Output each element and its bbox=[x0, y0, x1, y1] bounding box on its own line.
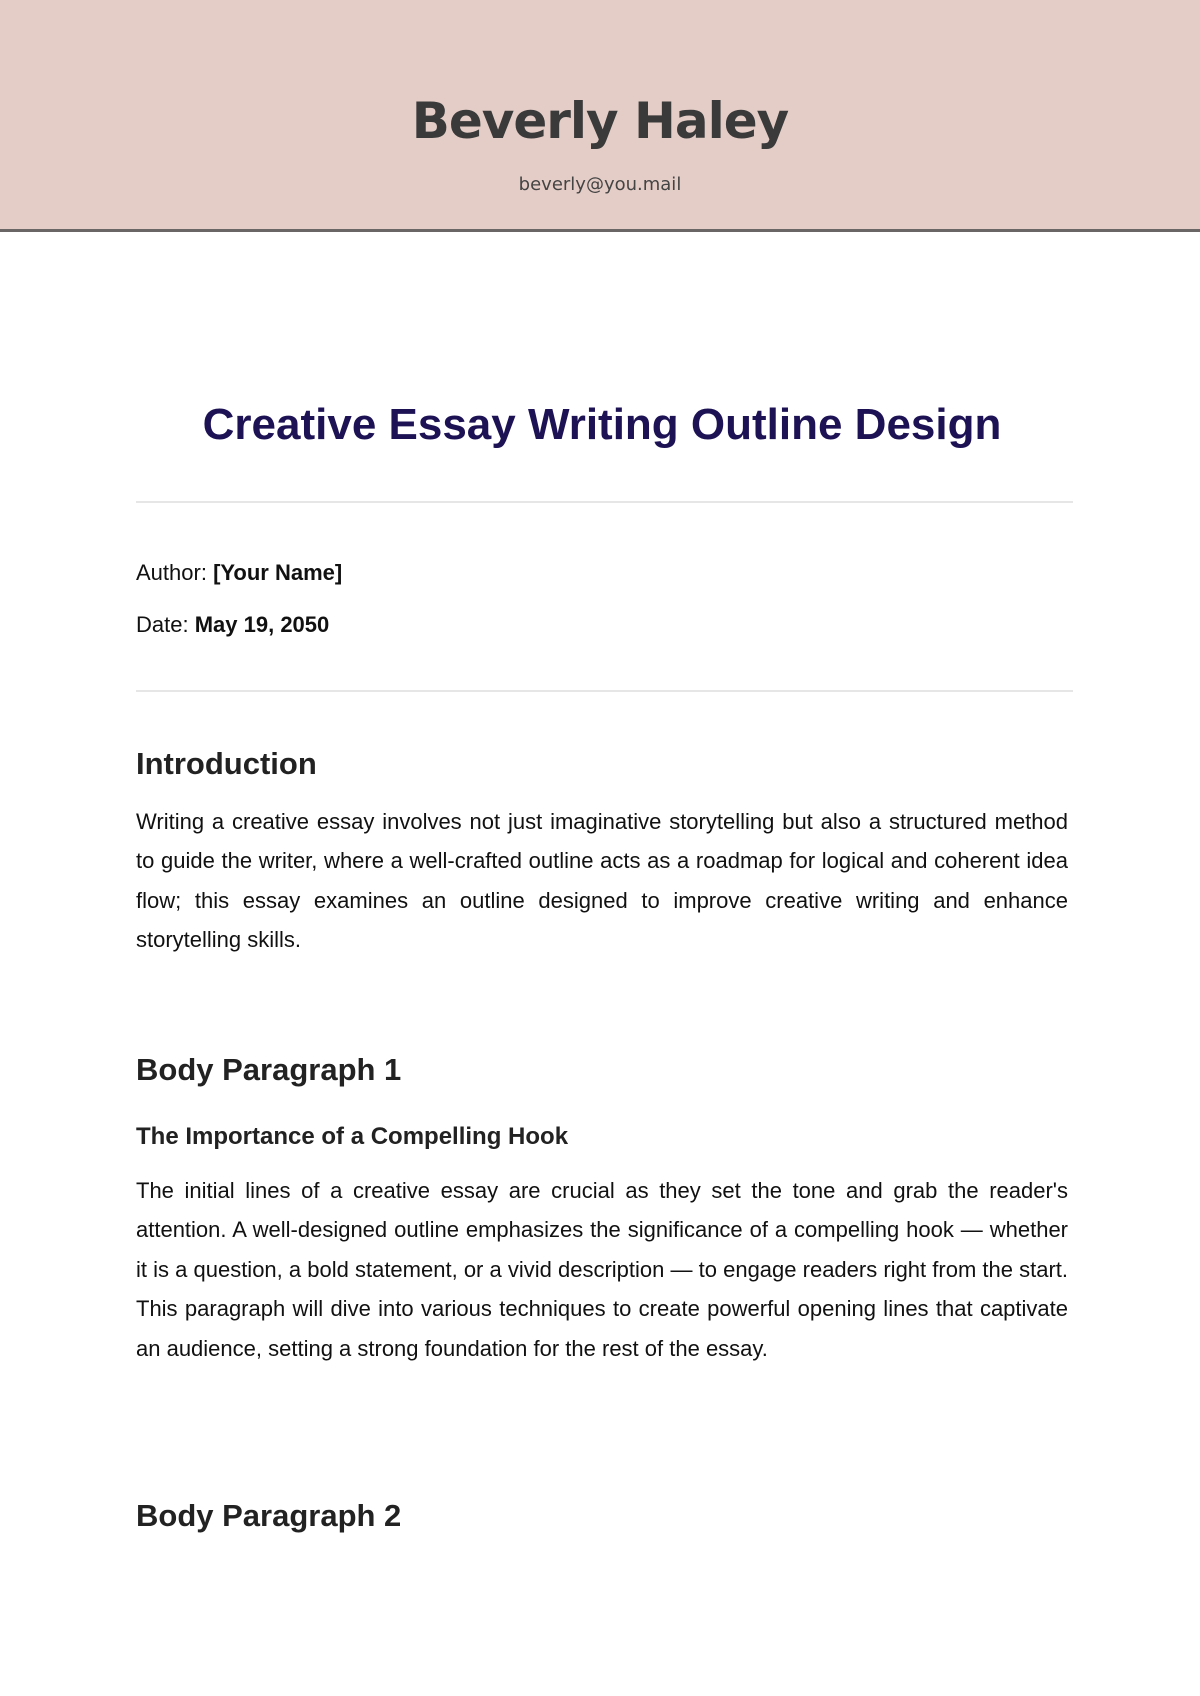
date-value: May 19, 2050 bbox=[194, 612, 330, 637]
author-name: Beverly Haley bbox=[411, 92, 789, 150]
author-label: Author: bbox=[136, 560, 207, 585]
header-banner bbox=[0, 0, 1200, 232]
body-1-paragraph: The initial lines of a creative essay are crucial as they set the tone and grab the reader's attention. A well-designed outline emphasizes the significance of a compelling hook — whether it is a question, a bold statement, or a vivid description — to engage readers right from the start. This paragraph will dive into various techniques to create powerful opening lines that captivate an audience, setting a strong foundation for the rest of the essay. bbox=[136, 1178, 1068, 1361]
date-label: Date: bbox=[136, 612, 189, 637]
date-line bbox=[136, 612, 329, 638]
introduction-paragraph: Writing a creative essay involves not just imaginative storytelling but also a structured method to guide the writer, where a well-crafted outline acts as a roadmap for logical and coherent idea flow; this essay examines an outline designed to improve creative writing and enhance storytelling skills. bbox=[136, 809, 1068, 953]
divider bbox=[136, 690, 1073, 692]
subheading-compelling-hook: The Importance of a Compelling Hook bbox=[136, 1123, 569, 1150]
author-email: beverly@you.mail bbox=[518, 174, 682, 195]
divider bbox=[136, 501, 1073, 503]
section-heading-body-1: Body Paragraph 1 bbox=[136, 1052, 402, 1087]
author-line bbox=[136, 560, 342, 586]
section-heading-body-2: Body Paragraph 2 bbox=[136, 1498, 402, 1533]
author-value: [Your Name] bbox=[213, 560, 343, 585]
document-title: Creative Essay Writing Outline Design bbox=[202, 400, 1002, 449]
section-heading-introduction: Introduction bbox=[136, 746, 317, 781]
